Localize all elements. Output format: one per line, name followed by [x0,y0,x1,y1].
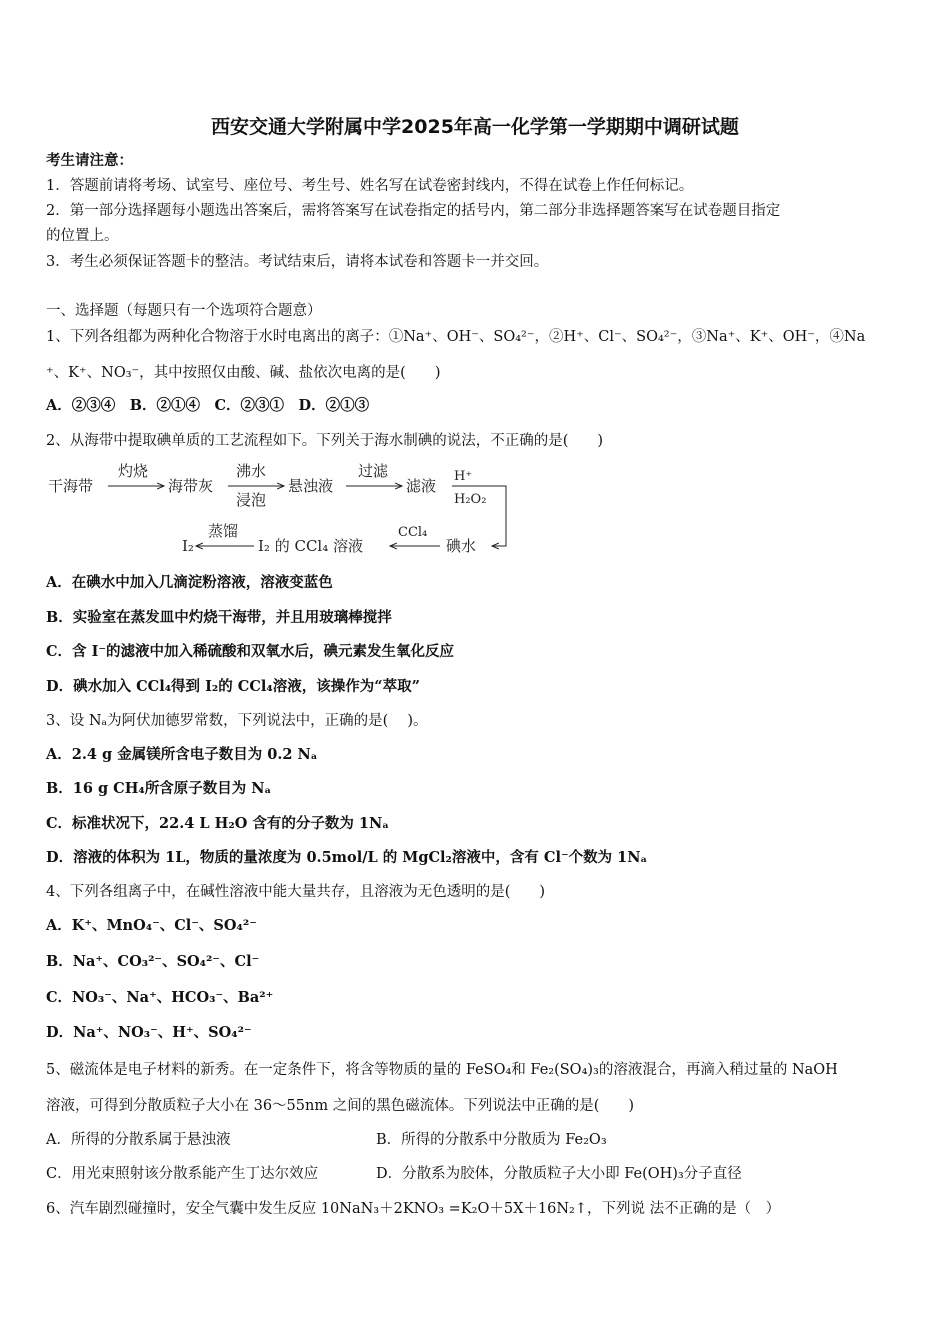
question-5-option-c: C．用光束照射该分散系能产生丁达尔效应 [46,1166,319,1182]
question-2-option-b: B．实验室在蒸发皿中灼烧干海带，并且用玻璃棒搅拌 [46,609,392,626]
question-3-option-b: B．16 g CH₄所含原子数目为 Nₐ [46,780,272,797]
question-6-stem: 6、汽车剧烈碰撞时，安全气囊中发生反应 10NaN₃＋2KNO₃ =K₂O＋5X＋16N₂↑，下列说 法不正确的是（ ） [46,1201,781,1217]
question-5-option-d: D．分散系为胶体，分散质粒子大小即 Fe(OH)₃分子直径 [376,1166,742,1182]
flow-label: 浸泡 [236,491,267,509]
flow-label: 沸水 [236,462,267,480]
question-3-option-c: C．标准状况下，22.4 L H₂O 含有的分子数为 1Nₐ [46,815,390,832]
question-5-option-b: B．所得的分散系中分散质为 Fe₂O₃ [376,1132,607,1148]
question-2-option-d: D．碘水加入 CCl₄得到 I₂的 CCl₄溶液，该操作为“萃取” [46,678,420,695]
question-4-option-a: A．K⁺、MnO₄⁻、Cl⁻、SO₄²⁻ [46,917,257,934]
question-2-option-c: C．含 I⁻的滤液中加入稀硫酸和双氧水后，碘元素发生氧化反应 [46,643,455,660]
question-1-stem-cont: ⁺、K⁺、NO₃⁻，其中按照仅由酸、碱、盐依次电离的是( ) [46,365,441,381]
flow-node: 海带灰 [168,477,214,495]
question-4-option-d: D．Na⁺、NO₃⁻、H⁺、SO₄²⁻ [46,1024,252,1041]
question-2-stem: 2、从海带中提取碘单质的工艺流程如下。下列关于海水制碘的说法，不正确的是( ) [46,433,604,449]
question-5-stem-cont: 溶液，可得到分散质粒子大小在 36～55nm 之间的黑色磁流体。下列说法中正确的是( ) [46,1098,635,1114]
question-4-option-c: C．NO₃⁻、Na⁺、HCO₃⁻、Ba²⁺ [46,989,274,1006]
flow-node: 悬浊液 [288,477,334,495]
iodine-extraction-flowchart [44,458,524,568]
section-heading: 一、选择题（每题只有一个选项符合题意） [46,303,322,319]
flow-label: H₂O₂ [454,492,487,507]
question-5-stem: 5、磁流体是电子材料的新秀。在一定条件下，将含等物质的量的 FeSO₄和 Fe₂(SO₄)₃的溶液混合，再滴入稍过量的 NaOH [46,1062,838,1078]
notice-item: 2．第一部分选择题每小题选出答案后，需将答案写在试卷指定的括号内，第二部分非选择题答案写在试卷题目指定 [46,203,781,219]
question-1-options: A．②③④ B．②①④ C．②③① D．②①③ [46,397,370,414]
question-4-stem: 4、下列各组离子中，在碱性溶液中能大量共存，且溶液为无色透明的是( ) [46,884,546,900]
notice-item: 1．答题前请将考场、试室号、座位号、考生号、姓名写在试卷密封线内，不得在试卷上作任何标记。 [46,178,694,194]
question-4-option-b: B．Na⁺、CO₃²⁻、SO₄²⁻、Cl⁻ [46,953,260,970]
question-3-option-d: D．溶液的体积为 1L，物质的量浓度为 0.5mol/L 的 MgCl₂溶液中，含有 Cl⁻个数为 1Nₐ [46,849,648,866]
question-3-option-a: A．2.4 g 金属镁所含电子数目为 0.2 Nₐ [46,746,318,763]
flow-node: 碘水 [446,537,477,555]
flow-label: 灼烧 [118,462,149,480]
flow-label: 过滤 [358,462,389,480]
flow-label: CCl₄ [398,525,428,540]
flow-node: I₂ [182,537,194,555]
notice-heading: 考生请注意： [46,152,133,169]
flow-label: 蒸馏 [208,522,239,540]
flow-node: 干海带 [48,477,94,495]
question-2-option-a: A．在碘水中加入几滴淀粉溶液，溶液变蓝色 [46,574,333,591]
question-3-stem: 3、设 Nₐ为阿伏加德罗常数，下列说法中，正确的是( )。 [46,713,428,729]
flow-label: H⁺ [454,469,473,484]
page-title: 西安交通大学附属中学2025年高一化学第一学期期中调研试题 [211,116,739,138]
flow-node: 滤液 [406,477,437,495]
question-5-option-a: A．所得的分散系属于悬浊液 [46,1132,231,1148]
question-1-stem: 1、下列各组都为两种化合物溶于水时电离出的离子：①Na⁺、OH⁻、SO₄²⁻，②H⁺、Cl⁻、SO₄²⁻，③Na⁺、K⁺、OH⁻，④Na [46,329,866,345]
notice-item: 3．考生必须保证答题卡的整洁。考试结束后，请将本试卷和答题卡一并交回。 [46,254,549,270]
notice-item: 的位置上。 [46,228,119,244]
flow-node: I₂ 的 CCl₄ 溶液 [258,537,364,555]
